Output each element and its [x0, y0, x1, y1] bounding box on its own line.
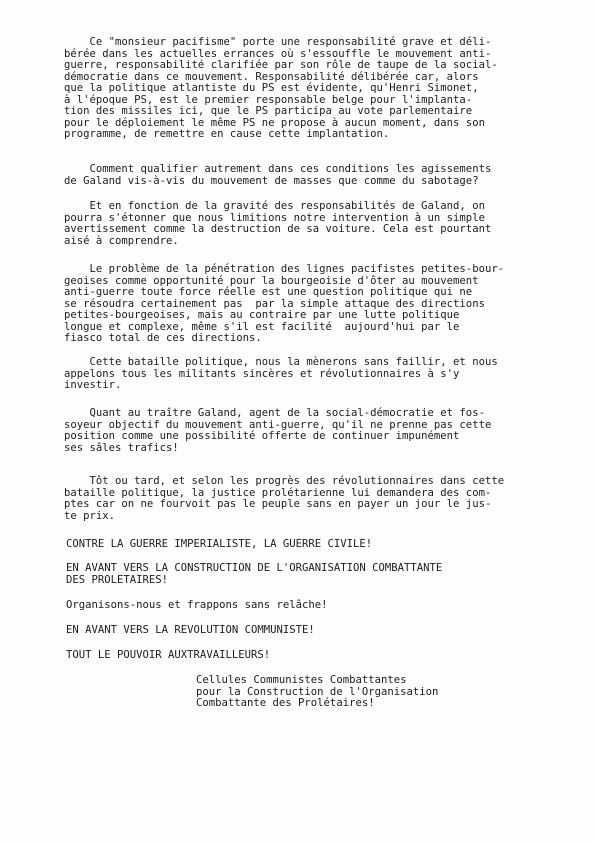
text-line: soyeur objectif du mouvement anti-guerre, qu'il ne prenne pas cette	[64, 418, 492, 431]
text-line: te prix.	[64, 509, 116, 522]
text-line: TOUT LE POUVOIR AUXTRAVAILLEURS!	[66, 649, 271, 661]
text-line: Comment qualifier autrement dans ces conditions les agissements	[64, 163, 492, 175]
paragraph-avertissement	[64, 201, 569, 247]
text-line: bérée dans les actuelles errances où s'essouffle le mouvement anti-	[64, 47, 492, 60]
paragraph-penetration-pacifiste	[64, 264, 569, 345]
text-line: tion des missiles ici, que le PS participa au vote parlementaire	[64, 105, 473, 117]
paragraph-traitre-galand	[64, 408, 569, 454]
text-line: Quant au traître Galand, agent de la social-démocratie et fos-	[64, 407, 485, 419]
text-line: Le problème de la pénétration des lignes pacifistes petites-bour-	[64, 263, 505, 275]
slogan-organisation-combattante	[66, 563, 546, 586]
signature-line: Combattante des Prolétaires!	[196, 697, 375, 709]
signature-block	[196, 675, 526, 710]
text-line: EN AVANT VERS LA CONSTRUCTION DE L'ORGANISATION COMBATTANTE	[66, 562, 443, 574]
slogan-guerre-civile	[66, 539, 546, 551]
text-line: avertissement comme la destruction de sa voiture. Cela est pourtant	[64, 223, 492, 235]
paragraph-justice-proletarienne	[64, 476, 569, 522]
text-line: investir.	[64, 379, 122, 391]
text-line: anti-guerre toute force réelle est une question politique qui ne	[64, 286, 473, 298]
text-line: pourra s'étonner que nous limitions notre intervention à un simple	[64, 211, 485, 224]
text-line: DES PROLETAIRES!	[66, 573, 169, 586]
text-line: démocratie dans ce mouvement. Responsabilité délibérée car, alors	[64, 70, 479, 83]
signature-line: pour la Construction de l'Organisation	[196, 685, 439, 698]
text-line: Et en fonction de la gravité des responsabilités de Galand, on	[64, 200, 485, 212]
text-line: Cette bataille politique, nous la mènerons sans faillir, et nous	[64, 356, 498, 368]
text-line: longue et complexe, même s'il est facilité aujourd'hui par le	[64, 320, 460, 333]
text-line: petites-bourgeoises, mais au contraire par une lutte politique	[64, 309, 460, 321]
text-line: se résoudra certainement pas par la simple attaque des directions	[64, 297, 485, 310]
text-line: Organisons-nous et frappons sans relâche!	[66, 599, 328, 611]
text-line: programme, de remettre en cause cette implantation.	[64, 128, 390, 140]
slogan-revolution-communiste	[66, 625, 546, 637]
text-line: EN AVANT VERS LA REVOLUTION COMMUNISTE!	[66, 624, 315, 636]
text-line: guerre, responsabilité clarifiée par son rôle de taupe de la social-	[64, 59, 498, 71]
slogan-organisons-nous	[66, 600, 546, 612]
text-line: appelons tous les militants sincères et révolutionnaires à s'y	[64, 367, 460, 380]
paragraph-monsieur-pacifisme	[64, 37, 569, 141]
text-line: à l'époque PS, est le premier responsable belge pour l'implanta-	[64, 93, 473, 106]
text-line: CONTRE LA GUERRE IMPERIALISTE, LA GUERRE CIVILE!	[66, 538, 373, 550]
slogan-pouvoir-travailleurs	[66, 650, 546, 662]
text-line: aisé à comprendre.	[64, 234, 179, 247]
text-line: fiasco total de ces directions.	[64, 332, 262, 344]
text-line: de Galand vis-à-vis du mouvement de masses que comme du sabotage?	[64, 174, 479, 187]
text-line: Ce "monsieur pacifisme" porte une responsabilité grave et déli-	[64, 36, 492, 48]
text-line: Tôt ou tard, et selon les progrès des révolutionnaires dans cette	[64, 475, 505, 487]
paragraph-bataille-politique	[64, 357, 569, 392]
text-line: ptes car on ne fourvoit pas le peuple sans en payer un jour le jus-	[64, 498, 492, 510]
text-line: bataille politique, la justice prolétarienne lui demandera des com-	[64, 486, 492, 499]
signature-line: Cellules Communistes Combattantes	[196, 674, 407, 686]
text-line: ses sâles trafics!	[64, 441, 179, 454]
text-line: geoises comme opportunité pour la bourgeoisie d'ôter au mouvement	[64, 274, 479, 287]
text-line: que la politique atlantiste du PS est évidente, qu'Henri Simonet,	[64, 82, 479, 94]
paragraph-sabotage-question	[64, 164, 569, 187]
text-line: position comme une possibilité offerte de continuer impunément	[64, 430, 460, 442]
text-line: pour le déploiement le même PS ne propose à aucun moment, dans son	[64, 116, 485, 129]
